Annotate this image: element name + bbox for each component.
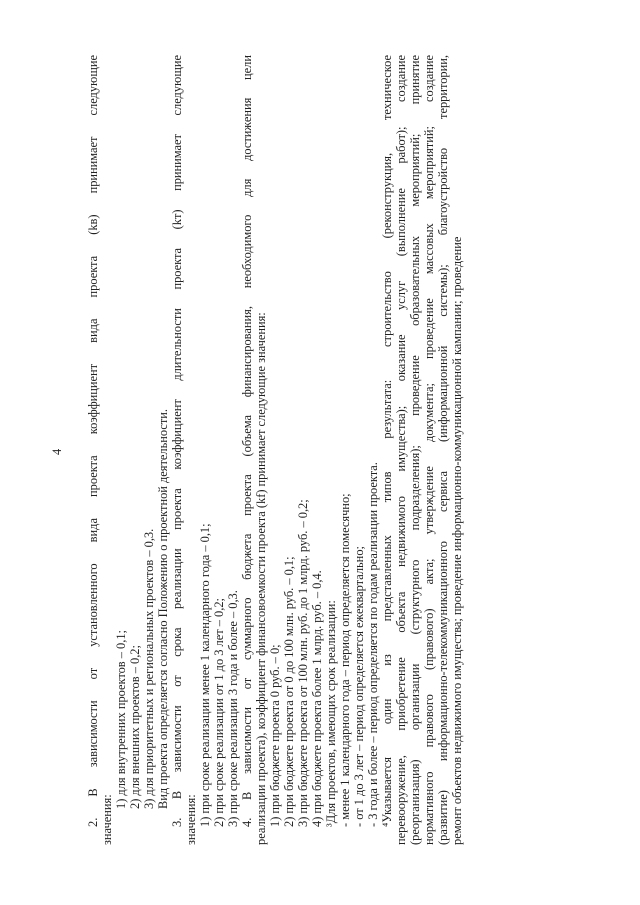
text-line: Вид проекта определяется согласно Положению о проектной деятельности. <box>156 408 170 809</box>
text-line: реализации проекта), коэффициент финансовоемкости проекта (kf) принимает следующие значения: <box>254 312 268 845</box>
rotated-text-block <box>86 55 464 845</box>
text-line: 2) для внешних проектов – 0,2; <box>128 645 142 809</box>
text-line: 4) при бюджете проекта более 1 млрд. руб. – 0,4. <box>310 570 324 827</box>
text-line: 2) при бюджете проекта от 0 до 100 млн. руб. – 0,1; <box>282 556 296 827</box>
text-line: перевооружение, приобретение объекта недвижимого имущества); оказание услуг (выполнение работ); создание <box>394 55 408 845</box>
text-line: значения: <box>184 794 198 845</box>
text-line: (реорганизация) организации (структурного подразделения); проведение образовательных мероприятий; принятие <box>408 55 422 845</box>
text-line: 2) при сроке реализации от 1 до 3 лет – 0,2; <box>212 598 226 827</box>
text-line: - от 1 до 3 лет – период определяется ежеквартально; <box>352 546 366 827</box>
text-line: 3. В зависимости от срока реализации проекта коэффициент длительности проекта (kт) принимает следующие <box>170 55 184 827</box>
text-line: (развитие) информационно-телекоммуникационного сервиса (информационной системы); благоустройство территории, <box>436 55 450 845</box>
text-line: нормативного правового (правового) акта; утверждение документа; проведение массовых мероприятий; создание <box>422 55 436 845</box>
text-line: ремонт объектов недвижимого имущества; проведение информационно-коммуникационной кампании; проведение <box>450 236 464 845</box>
text-line: - 3 года и более – период определяется по годам реализации проекта. <box>366 462 380 827</box>
text-line: 3) при сроке реализации 3 года и более – 0,3. <box>226 590 240 827</box>
text-line: 3) для приоритетных и региональных проектов – 0,3. <box>142 528 156 809</box>
page-number: 4 <box>50 448 64 455</box>
text-line: ⁴Указывается один из представленных типов результата: строительство (реконструкция, техническое <box>380 55 394 827</box>
text-line: ³Для проектов, имеющих срок реализации: <box>324 600 338 827</box>
text-line: 2. В зависимости от установленного вида проекта коэффициент вида проекта (kв) принимает следующие <box>86 55 100 827</box>
text-line: значения: <box>100 794 114 845</box>
text-line: 1) при сроке реализации менее 1 календарного года – 0,1; <box>198 523 212 827</box>
text-line: - менее 1 календарного года – период определяется помесячно; <box>338 493 352 827</box>
text-line: 1) при бюджете проекта 0 руб. – 0; <box>268 644 282 827</box>
text-line: 3) при бюджете проекта от 100 млн. руб. до 1 млрд. руб. – 0,2; <box>296 499 310 827</box>
text-line: 1) для внутренних проектов – 0,1; <box>114 630 128 809</box>
text-line: 4. В зависимости от суммарного бюджета проекта (объема финансирования, необходимого для достижения цели <box>240 55 254 827</box>
